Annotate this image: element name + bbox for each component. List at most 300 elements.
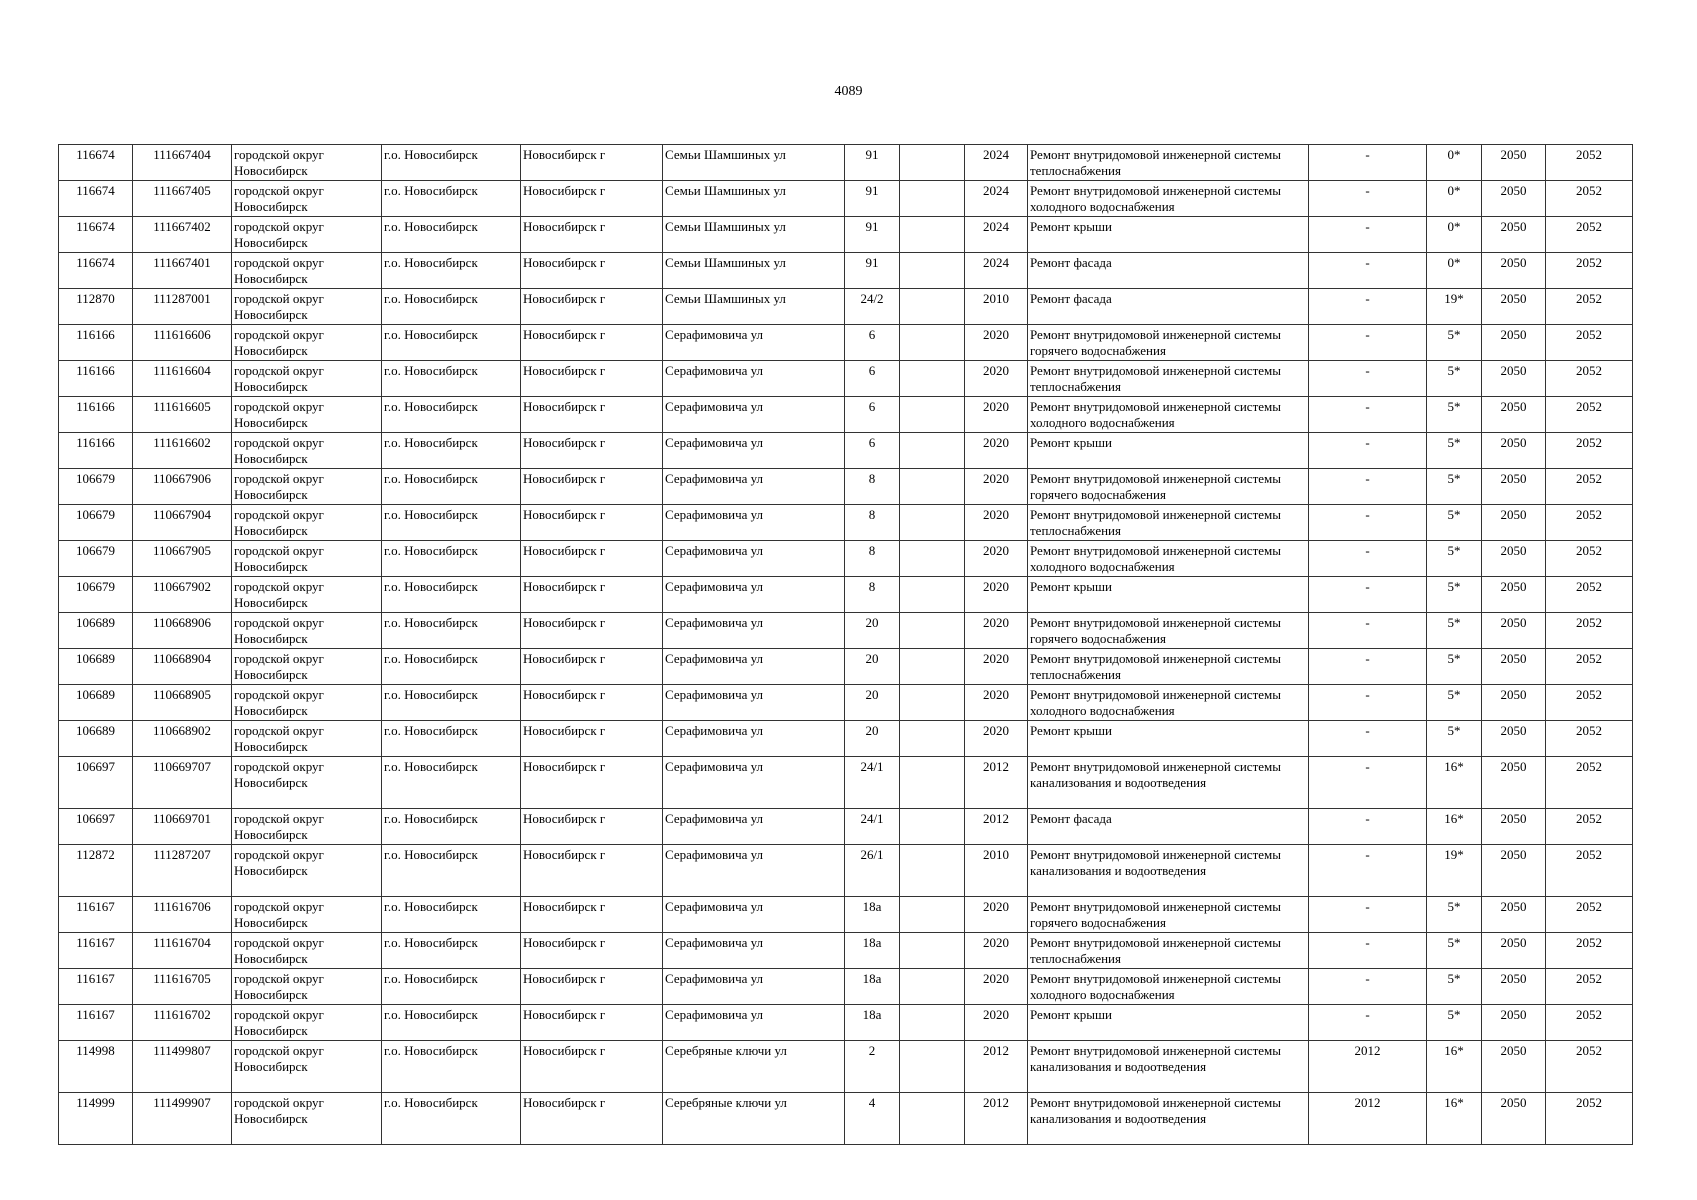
table-row <box>59 577 1633 613</box>
cell-building <box>900 541 965 577</box>
cell-plan-start: 2050 <box>1482 289 1546 325</box>
cell-last-repair-year: - <box>1309 577 1427 613</box>
cell-plan-end: 2052 <box>1546 541 1633 577</box>
cell-building <box>900 289 965 325</box>
table-row <box>59 685 1633 721</box>
cell-wear-percent: 19* <box>1427 845 1482 897</box>
cell-plan-start: 2050 <box>1482 505 1546 541</box>
cell-street: Семьи Шамшиных ул <box>663 253 845 289</box>
cell-street: Семьи Шамшиных ул <box>663 217 845 253</box>
cell-settlement: г.о. Новосибирск <box>382 809 521 845</box>
cell-plan-start: 2050 <box>1482 897 1546 933</box>
cell-build-year: 2024 <box>965 145 1028 181</box>
cell-wear-percent: 0* <box>1427 181 1482 217</box>
cell-building <box>900 613 965 649</box>
cell-settlement: г.о. Новосибирск <box>382 649 521 685</box>
cell-last-repair-year: - <box>1309 649 1427 685</box>
cell-building <box>900 361 965 397</box>
cell-municipality: городской округ Новосибирск <box>232 613 382 649</box>
cell-municipality: городской округ Новосибирск <box>232 253 382 289</box>
cell-wear-percent: 5* <box>1427 505 1482 541</box>
cell-work-type: Ремонт внутридомовой инженерной системы холодного водоснабжения <box>1028 685 1309 721</box>
cell-build-year: 2020 <box>965 433 1028 469</box>
cell-plan-start: 2050 <box>1482 541 1546 577</box>
cell-house-number: 8 <box>845 577 900 613</box>
cell-street: Серафимовича ул <box>663 897 845 933</box>
cell-street: Серебряные ключи ул <box>663 1041 845 1093</box>
cell-work-type: Ремонт внутридомовой инженерной системы теплоснабжения <box>1028 145 1309 181</box>
cell-city: Новосибирск г <box>521 505 663 541</box>
cell-house-number: 91 <box>845 253 900 289</box>
cell-wear-percent: 5* <box>1427 721 1482 757</box>
cell-plan-start: 2050 <box>1482 361 1546 397</box>
cell-building <box>900 253 965 289</box>
cell-settlement: г.о. Новосибирск <box>382 469 521 505</box>
cell-build-year: 2012 <box>965 809 1028 845</box>
cell-house-id: 106689 <box>59 649 133 685</box>
cell-plan-end: 2052 <box>1546 613 1633 649</box>
cell-house-number: 24/1 <box>845 757 900 809</box>
cell-plan-start: 2050 <box>1482 217 1546 253</box>
cell-wear-percent: 5* <box>1427 933 1482 969</box>
cell-element-id: 110667905 <box>133 541 232 577</box>
cell-last-repair-year: - <box>1309 253 1427 289</box>
cell-last-repair-year: - <box>1309 433 1427 469</box>
cell-municipality: городской округ Новосибирск <box>232 361 382 397</box>
cell-build-year: 2020 <box>965 685 1028 721</box>
cell-building <box>900 897 965 933</box>
cell-settlement: г.о. Новосибирск <box>382 613 521 649</box>
cell-settlement: г.о. Новосибирск <box>382 845 521 897</box>
table-row <box>59 613 1633 649</box>
table-row <box>59 969 1633 1005</box>
cell-settlement: г.о. Новосибирск <box>382 361 521 397</box>
cell-settlement: г.о. Новосибирск <box>382 897 521 933</box>
cell-city: Новосибирск г <box>521 361 663 397</box>
cell-house-number: 4 <box>845 1093 900 1145</box>
cell-plan-end: 2052 <box>1546 469 1633 505</box>
cell-build-year: 2024 <box>965 253 1028 289</box>
cell-work-type: Ремонт внутридомовой инженерной системы канализования и водоотведения <box>1028 1093 1309 1145</box>
cell-last-repair-year: - <box>1309 757 1427 809</box>
cell-work-type: Ремонт крыши <box>1028 577 1309 613</box>
cell-plan-end: 2052 <box>1546 505 1633 541</box>
cell-build-year: 2010 <box>965 845 1028 897</box>
cell-wear-percent: 5* <box>1427 361 1482 397</box>
cell-house-id: 116674 <box>59 181 133 217</box>
cell-last-repair-year: - <box>1309 969 1427 1005</box>
cell-city: Новосибирск г <box>521 577 663 613</box>
cell-city: Новосибирск г <box>521 757 663 809</box>
cell-plan-start: 2050 <box>1482 253 1546 289</box>
cell-wear-percent: 5* <box>1427 325 1482 361</box>
cell-last-repair-year: - <box>1309 145 1427 181</box>
cell-last-repair-year: - <box>1309 845 1427 897</box>
cell-house-id: 116167 <box>59 1005 133 1041</box>
cell-street: Серафимовича ул <box>663 613 845 649</box>
cell-plan-start: 2050 <box>1482 577 1546 613</box>
cell-house-number: 24/2 <box>845 289 900 325</box>
cell-house-number: 6 <box>845 325 900 361</box>
cell-street: Серафимовича ул <box>663 845 845 897</box>
cell-city: Новосибирск г <box>521 897 663 933</box>
cell-plan-end: 2052 <box>1546 809 1633 845</box>
cell-building <box>900 685 965 721</box>
cell-street: Серафимовича ул <box>663 469 845 505</box>
cell-city: Новосибирск г <box>521 649 663 685</box>
cell-plan-start: 2050 <box>1482 845 1546 897</box>
cell-house-number: 26/1 <box>845 845 900 897</box>
cell-city: Новосибирск г <box>521 253 663 289</box>
cell-building <box>900 433 965 469</box>
cell-element-id: 110668906 <box>133 613 232 649</box>
cell-city: Новосибирск г <box>521 1093 663 1145</box>
cell-street: Серафимовича ул <box>663 361 845 397</box>
cell-house-id: 106679 <box>59 577 133 613</box>
table-row <box>59 757 1633 809</box>
cell-last-repair-year: - <box>1309 181 1427 217</box>
cell-city: Новосибирск г <box>521 1041 663 1093</box>
cell-settlement: г.о. Новосибирск <box>382 1041 521 1093</box>
cell-building <box>900 809 965 845</box>
cell-city: Новосибирск г <box>521 181 663 217</box>
cell-settlement: г.о. Новосибирск <box>382 721 521 757</box>
cell-house-number: 91 <box>845 145 900 181</box>
cell-build-year: 2020 <box>965 613 1028 649</box>
cell-street: Серафимовича ул <box>663 1005 845 1041</box>
cell-build-year: 2024 <box>965 217 1028 253</box>
cell-street: Серафимовича ул <box>663 969 845 1005</box>
cell-element-id: 111499907 <box>133 1093 232 1145</box>
cell-house-number: 20 <box>845 721 900 757</box>
cell-street: Серафимовича ул <box>663 505 845 541</box>
cell-work-type: Ремонт внутридомовой инженерной системы горячего водоснабжения <box>1028 325 1309 361</box>
cell-house-number: 8 <box>845 469 900 505</box>
cell-last-repair-year: - <box>1309 1005 1427 1041</box>
cell-house-number: 18а <box>845 969 900 1005</box>
cell-build-year: 2020 <box>965 541 1028 577</box>
cell-house-id: 112872 <box>59 845 133 897</box>
cell-plan-start: 2050 <box>1482 933 1546 969</box>
cell-settlement: г.о. Новосибирск <box>382 217 521 253</box>
table-row <box>59 721 1633 757</box>
cell-plan-end: 2052 <box>1546 145 1633 181</box>
cell-wear-percent: 5* <box>1427 685 1482 721</box>
cell-work-type: Ремонт крыши <box>1028 217 1309 253</box>
table-body <box>59 145 1633 1145</box>
cell-work-type: Ремонт внутридомовой инженерной системы канализования и водоотведения <box>1028 845 1309 897</box>
cell-city: Новосибирск г <box>521 289 663 325</box>
cell-plan-end: 2052 <box>1546 1041 1633 1093</box>
cell-element-id: 111616702 <box>133 1005 232 1041</box>
cell-building <box>900 649 965 685</box>
cell-city: Новосибирск г <box>521 217 663 253</box>
cell-plan-start: 2050 <box>1482 649 1546 685</box>
cell-element-id: 110668905 <box>133 685 232 721</box>
cell-street: Серафимовича ул <box>663 577 845 613</box>
cell-house-number: 18а <box>845 1005 900 1041</box>
cell-settlement: г.о. Новосибирск <box>382 253 521 289</box>
cell-settlement: г.о. Новосибирск <box>382 289 521 325</box>
cell-house-id: 116674 <box>59 217 133 253</box>
cell-street: Серафимовича ул <box>663 685 845 721</box>
cell-work-type: Ремонт крыши <box>1028 721 1309 757</box>
cell-build-year: 2012 <box>965 1041 1028 1093</box>
cell-municipality: городской округ Новосибирск <box>232 845 382 897</box>
cell-city: Новосибирск г <box>521 969 663 1005</box>
cell-building <box>900 469 965 505</box>
table-row <box>59 361 1633 397</box>
cell-wear-percent: 5* <box>1427 541 1482 577</box>
cell-build-year: 2020 <box>965 721 1028 757</box>
cell-settlement: г.о. Новосибирск <box>382 433 521 469</box>
cell-build-year: 2020 <box>965 969 1028 1005</box>
cell-element-id: 110669701 <box>133 809 232 845</box>
cell-settlement: г.о. Новосибирск <box>382 541 521 577</box>
cell-work-type: Ремонт внутридомовой инженерной системы теплоснабжения <box>1028 933 1309 969</box>
table-row <box>59 325 1633 361</box>
cell-city: Новосибирск г <box>521 809 663 845</box>
cell-element-id: 111616706 <box>133 897 232 933</box>
table-row <box>59 145 1633 181</box>
cell-last-repair-year: - <box>1309 289 1427 325</box>
cell-house-id: 116166 <box>59 361 133 397</box>
cell-plan-start: 2050 <box>1482 325 1546 361</box>
cell-house-id: 106679 <box>59 541 133 577</box>
cell-plan-end: 2052 <box>1546 217 1633 253</box>
table-row <box>59 505 1633 541</box>
cell-last-repair-year: 2012 <box>1309 1041 1427 1093</box>
cell-build-year: 2020 <box>965 577 1028 613</box>
cell-house-id: 106689 <box>59 613 133 649</box>
cell-building <box>900 969 965 1005</box>
cell-house-id: 116166 <box>59 397 133 433</box>
cell-street: Семьи Шамшиных ул <box>663 145 845 181</box>
cell-house-id: 116167 <box>59 969 133 1005</box>
cell-municipality: городской округ Новосибирск <box>232 757 382 809</box>
cell-municipality: городской округ Новосибирск <box>232 897 382 933</box>
cell-plan-end: 2052 <box>1546 361 1633 397</box>
cell-house-id: 116674 <box>59 253 133 289</box>
table-row <box>59 649 1633 685</box>
cell-settlement: г.о. Новосибирск <box>382 181 521 217</box>
cell-wear-percent: 16* <box>1427 757 1482 809</box>
cell-building <box>900 397 965 433</box>
cell-city: Новосибирск г <box>521 721 663 757</box>
cell-municipality: городской округ Новосибирск <box>232 397 382 433</box>
cell-wear-percent: 0* <box>1427 145 1482 181</box>
table-row <box>59 845 1633 897</box>
cell-house-id: 116674 <box>59 145 133 181</box>
cell-work-type: Ремонт внутридомовой инженерной системы теплоснабжения <box>1028 649 1309 685</box>
registry-table <box>58 144 1633 1145</box>
cell-build-year: 2010 <box>965 289 1028 325</box>
cell-house-id: 106697 <box>59 757 133 809</box>
cell-plan-end: 2052 <box>1546 649 1633 685</box>
cell-settlement: г.о. Новосибирск <box>382 325 521 361</box>
cell-municipality: городской округ Новосибирск <box>232 433 382 469</box>
cell-element-id: 111667405 <box>133 181 232 217</box>
cell-plan-start: 2050 <box>1482 685 1546 721</box>
cell-build-year: 2020 <box>965 361 1028 397</box>
cell-municipality: городской округ Новосибирск <box>232 289 382 325</box>
cell-element-id: 111287001 <box>133 289 232 325</box>
cell-municipality: городской округ Новосибирск <box>232 649 382 685</box>
cell-city: Новосибирск г <box>521 433 663 469</box>
cell-street: Серафимовича ул <box>663 433 845 469</box>
cell-house-number: 91 <box>845 217 900 253</box>
cell-build-year: 2020 <box>965 325 1028 361</box>
cell-street: Серафимовича ул <box>663 721 845 757</box>
cell-plan-start: 2050 <box>1482 1005 1546 1041</box>
cell-city: Новосибирск г <box>521 613 663 649</box>
cell-building <box>900 577 965 613</box>
cell-settlement: г.о. Новосибирск <box>382 1005 521 1041</box>
table-row <box>59 289 1633 325</box>
cell-plan-end: 2052 <box>1546 577 1633 613</box>
cell-municipality: городской округ Новосибирск <box>232 1005 382 1041</box>
cell-settlement: г.о. Новосибирск <box>382 757 521 809</box>
cell-work-type: Ремонт крыши <box>1028 1005 1309 1041</box>
cell-work-type: Ремонт внутридомовой инженерной системы горячего водоснабжения <box>1028 897 1309 933</box>
cell-settlement: г.о. Новосибирск <box>382 505 521 541</box>
cell-municipality: городской округ Новосибирск <box>232 325 382 361</box>
cell-municipality: городской округ Новосибирск <box>232 181 382 217</box>
cell-last-repair-year: - <box>1309 325 1427 361</box>
cell-wear-percent: 5* <box>1427 1005 1482 1041</box>
cell-wear-percent: 5* <box>1427 577 1482 613</box>
cell-street: Серебряные ключи ул <box>663 1093 845 1145</box>
cell-plan-end: 2052 <box>1546 433 1633 469</box>
cell-element-id: 110668902 <box>133 721 232 757</box>
cell-work-type: Ремонт фасада <box>1028 809 1309 845</box>
table-row <box>59 433 1633 469</box>
cell-last-repair-year: - <box>1309 933 1427 969</box>
cell-settlement: г.о. Новосибирск <box>382 397 521 433</box>
cell-municipality: городской округ Новосибирск <box>232 217 382 253</box>
cell-city: Новосибирск г <box>521 933 663 969</box>
cell-house-number: 6 <box>845 361 900 397</box>
cell-wear-percent: 5* <box>1427 649 1482 685</box>
cell-last-repair-year: - <box>1309 809 1427 845</box>
cell-house-id: 106697 <box>59 809 133 845</box>
cell-building <box>900 933 965 969</box>
cell-element-id: 111616605 <box>133 397 232 433</box>
cell-building <box>900 325 965 361</box>
cell-plan-end: 2052 <box>1546 897 1633 933</box>
cell-municipality: городской округ Новосибирск <box>232 505 382 541</box>
cell-municipality: городской округ Новосибирск <box>232 721 382 757</box>
cell-last-repair-year: - <box>1309 505 1427 541</box>
table-row <box>59 897 1633 933</box>
cell-building <box>900 217 965 253</box>
cell-house-number: 24/1 <box>845 809 900 845</box>
cell-plan-end: 2052 <box>1546 757 1633 809</box>
cell-house-number: 6 <box>845 433 900 469</box>
cell-build-year: 2024 <box>965 181 1028 217</box>
cell-house-number: 20 <box>845 649 900 685</box>
cell-city: Новосибирск г <box>521 685 663 721</box>
cell-house-id: 116166 <box>59 433 133 469</box>
cell-build-year: 2020 <box>965 505 1028 541</box>
cell-house-number: 18а <box>845 897 900 933</box>
cell-build-year: 2012 <box>965 757 1028 809</box>
cell-building <box>900 757 965 809</box>
cell-plan-start: 2050 <box>1482 1093 1546 1145</box>
cell-settlement: г.о. Новосибирск <box>382 933 521 969</box>
cell-last-repair-year: - <box>1309 613 1427 649</box>
cell-element-id: 111499807 <box>133 1041 232 1093</box>
cell-city: Новосибирск г <box>521 541 663 577</box>
cell-work-type: Ремонт крыши <box>1028 433 1309 469</box>
cell-work-type: Ремонт внутридомовой инженерной системы канализования и водоотведения <box>1028 757 1309 809</box>
cell-element-id: 111616604 <box>133 361 232 397</box>
cell-building <box>900 145 965 181</box>
cell-street: Серафимовича ул <box>663 809 845 845</box>
cell-wear-percent: 19* <box>1427 289 1482 325</box>
cell-work-type: Ремонт внутридомовой инженерной системы теплоснабжения <box>1028 361 1309 397</box>
cell-plan-end: 2052 <box>1546 289 1633 325</box>
cell-work-type: Ремонт внутридомовой инженерной системы горячего водоснабжения <box>1028 613 1309 649</box>
cell-house-id: 106679 <box>59 469 133 505</box>
cell-plan-end: 2052 <box>1546 969 1633 1005</box>
cell-plan-end: 2052 <box>1546 721 1633 757</box>
cell-house-number: 18а <box>845 933 900 969</box>
cell-element-id: 110667906 <box>133 469 232 505</box>
cell-house-number: 8 <box>845 541 900 577</box>
cell-last-repair-year: - <box>1309 721 1427 757</box>
cell-plan-end: 2052 <box>1546 325 1633 361</box>
cell-element-id: 111616704 <box>133 933 232 969</box>
table-row <box>59 809 1633 845</box>
cell-settlement: г.о. Новосибирск <box>382 577 521 613</box>
cell-street: Серафимовича ул <box>663 541 845 577</box>
table-row <box>59 933 1633 969</box>
cell-city: Новосибирск г <box>521 469 663 505</box>
cell-last-repair-year: - <box>1309 397 1427 433</box>
cell-house-number: 20 <box>845 613 900 649</box>
cell-municipality: городской округ Новосибирск <box>232 577 382 613</box>
cell-house-id: 106689 <box>59 685 133 721</box>
cell-house-number: 6 <box>845 397 900 433</box>
cell-build-year: 2020 <box>965 469 1028 505</box>
cell-wear-percent: 5* <box>1427 897 1482 933</box>
cell-last-repair-year: - <box>1309 685 1427 721</box>
cell-wear-percent: 16* <box>1427 809 1482 845</box>
cell-work-type: Ремонт внутридомовой инженерной системы теплоснабжения <box>1028 505 1309 541</box>
cell-house-id: 112870 <box>59 289 133 325</box>
cell-wear-percent: 5* <box>1427 397 1482 433</box>
table-row <box>59 397 1633 433</box>
table-row <box>59 217 1633 253</box>
cell-build-year: 2020 <box>965 397 1028 433</box>
cell-work-type: Ремонт внутридомовой инженерной системы горячего водоснабжения <box>1028 469 1309 505</box>
cell-element-id: 111667401 <box>133 253 232 289</box>
cell-city: Новосибирск г <box>521 397 663 433</box>
cell-plan-end: 2052 <box>1546 845 1633 897</box>
cell-element-id: 111667404 <box>133 145 232 181</box>
cell-plan-start: 2050 <box>1482 969 1546 1005</box>
cell-element-id: 111616602 <box>133 433 232 469</box>
cell-street: Серафимовича ул <box>663 933 845 969</box>
cell-municipality: городской округ Новосибирск <box>232 969 382 1005</box>
table-row <box>59 181 1633 217</box>
cell-house-id: 114998 <box>59 1041 133 1093</box>
cell-last-repair-year: - <box>1309 361 1427 397</box>
cell-last-repair-year: - <box>1309 469 1427 505</box>
cell-plan-start: 2050 <box>1482 397 1546 433</box>
cell-city: Новосибирск г <box>521 1005 663 1041</box>
